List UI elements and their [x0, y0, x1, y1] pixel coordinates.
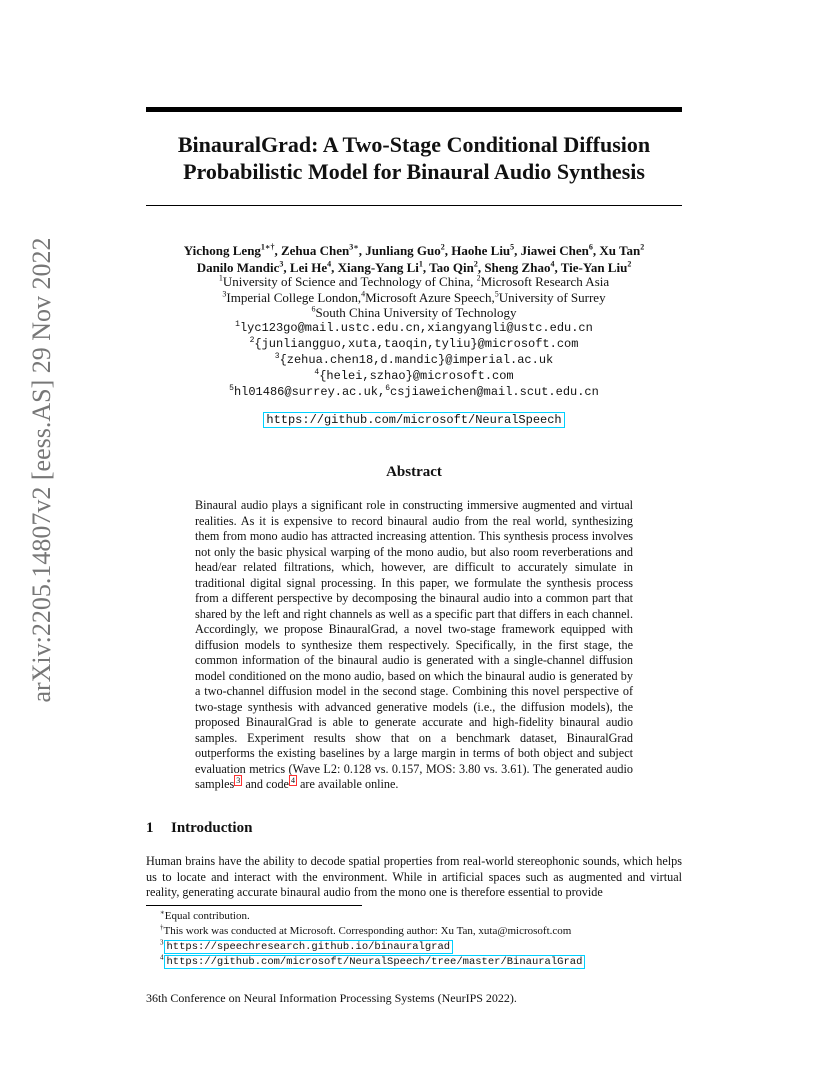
author-affiliation-mark: 1: [418, 259, 423, 269]
author-name: Lei He: [289, 260, 328, 275]
author-line-2: Danilo Mandic$^3$, Lei He$^4$, Xiang-Yang Li$^1$, Tao Qin$^2$, Sheng Zhao$^4$, Tie-Yan Liu$^2$: [196, 259, 632, 275]
author-name: Danilo Mandic: [196, 260, 280, 275]
footnotes: [160, 909, 682, 969]
author-list: [146, 242, 682, 276]
footnote-mark: 3: [160, 938, 164, 947]
email-line: [146, 336, 682, 352]
author-name: Tie-Yan Liu: [560, 260, 628, 275]
footnote-text: This work was conducted at Microsoft. Corresponding author: Xu Tan, xuta@microsoft.com: [163, 925, 572, 937]
footnote-mark: ∗: [160, 908, 165, 917]
title-bottom-rule: [146, 205, 682, 206]
author-affiliation-mark: 4: [327, 259, 332, 269]
author-name: Junliang Guo: [365, 243, 441, 258]
conference-note: 36th Conference on Neural Information Processing Systems (NeurIPS 2022).: [146, 991, 517, 1005]
email-mark: 4: [314, 368, 320, 377]
email-text: csjiaweichen@mail.scut.edu.cn: [390, 385, 599, 399]
email-line: [146, 384, 682, 400]
affiliation: University of Science and Technology of China,: [222, 274, 477, 289]
affiliation: Microsoft Research Asia: [480, 274, 610, 289]
author-line-1: Yichong Leng$^{1∗\dagger}$, Zehua Chen$^{3∗}$, Junliang Guo$^2$, Haohe Liu$^5$, Jiawei Chen$^6$, Xu Tan$^2$: [183, 242, 645, 258]
abstract-text-and: and code: [242, 777, 289, 791]
title-line-1: BinauralGrad: A Two-Stage Conditional Diffusion: [177, 132, 651, 157]
footnote-link-3[interactable]: 3: [236, 775, 241, 785]
affiliation-line-1: [146, 274, 682, 290]
email-text: lyc123go@mail.ustc.edu.cn,xiangyangli@ustc.edu.cn: [239, 321, 593, 335]
affiliation-mark: 4: [361, 289, 366, 299]
affiliation-mark: 2: [476, 273, 481, 283]
author-affiliation-mark: 2: [473, 259, 478, 269]
email-text: {helei,szhao}@microsoft.com: [319, 369, 514, 383]
footnote-2: [160, 924, 682, 939]
author-name: Xu Tan: [599, 243, 641, 258]
email-line: [146, 368, 682, 384]
footnote-text: Equal contribution.: [164, 910, 250, 922]
repo-link-row: [146, 412, 682, 428]
affiliation-line-2: [146, 290, 682, 306]
arxiv-identifier: arXiv:2205.14807v2 [eess.AS] 29 Nov 2022: [27, 237, 56, 703]
abstract-text-end: are available online.: [296, 777, 399, 791]
footnote-4: [160, 954, 682, 969]
author-name: Jiawei Chen: [520, 243, 589, 258]
footnote-link-4[interactable]: 4: [290, 775, 295, 785]
author-name: Yichong Leng: [183, 243, 261, 258]
affiliation-mark: 1: [218, 273, 223, 283]
footnote-mark: †: [160, 923, 164, 932]
footnote-mark: 4: [160, 953, 164, 962]
author-affiliation-mark: 2: [440, 242, 445, 252]
affiliation-mark: 6: [311, 304, 316, 314]
title-top-rule: [146, 107, 682, 112]
footnote-4-link[interactable]: https://github.com/microsoft/NeuralSpeech/tree/master/BinauralGrad: [164, 955, 586, 969]
author-name: Zehua Chen: [280, 243, 350, 258]
email-text: {zehua.chen18,d.mandic}@imperial.ac.uk: [279, 353, 554, 367]
author-affiliation-mark: 4: [550, 259, 555, 269]
author-name: Xiang-Yang Li: [337, 260, 419, 275]
footnote-1: [160, 909, 682, 924]
intro-paragraph: Human brains have the ability to decode spatial properties from real-world stereophonic sounds, which helps us to locate and interact with the environment. While in artificial spaces such as augmented and virtual reality, generating accurate binaural audio from the mono one is therefore essential to provide: [146, 854, 682, 899]
abstract-heading: Abstract: [386, 464, 442, 480]
author-affiliation-mark: 3: [279, 259, 284, 269]
author-name: Sheng Zhao: [484, 260, 551, 275]
paper-title: [146, 131, 682, 185]
affiliation-mark: 3: [222, 289, 227, 299]
author-affiliation-mark: 5: [510, 242, 515, 252]
author-name: Tao Qin: [429, 260, 474, 275]
email-line: [146, 320, 682, 336]
email-mark: 3: [274, 352, 280, 361]
author-affiliation-mark: 2: [640, 242, 645, 252]
email-text: hl01486@surrey.ac.uk,: [233, 385, 386, 399]
affiliation: Microsoft Azure Speech,: [365, 289, 495, 305]
email-line: [146, 352, 682, 368]
repo-link[interactable]: https://github.com/microsoft/NeuralSpeech: [263, 412, 564, 428]
author-name: Haohe Liu: [451, 243, 511, 258]
title-line-2: Probabilistic Model for Binaural Audio Synthesis: [183, 159, 645, 184]
section-number: 1: [146, 820, 154, 836]
email-mark: 5: [229, 384, 234, 393]
email-list: [146, 320, 682, 400]
footnote-3-link[interactable]: https://speechresearch.github.io/binauralgrad: [164, 940, 454, 954]
author-affiliation-mark: 6: [588, 242, 593, 252]
footnote-rule: [146, 905, 362, 906]
email-mark: 2: [249, 336, 255, 345]
affiliation-line-3: [146, 305, 682, 321]
email-mark: 6: [385, 384, 390, 393]
affiliation: University of Surrey: [498, 289, 606, 305]
affiliation-mark: 5: [494, 289, 499, 299]
affiliation: Imperial College London,: [226, 289, 362, 305]
section-heading: [146, 820, 252, 837]
abstract-body: [195, 498, 633, 793]
affiliation: South China University of Technology: [315, 305, 517, 320]
footnote-3: [160, 939, 682, 954]
abstract-text: Binaural audio plays a significant role in constructing immersive augmented and virtual realities. As it is expensive to record binaural audio from the real world, synthesizing them from mono audio has attracted increasing attention. This synthesis process involves not only the basic physical warping of the mono audio, but also room reverberations and head/ear related filtrations, which, however, are difficult to accurately simulate in traditional digital signal processing. In this paper, we formulate the synthesis process from a different perspective by decomposing the binaural audio into a common part that shared by the left and right channels as well as a specific part that differs in each channel. Accordingly, we propose BinauralGrad, a novel two-stage framework equipped with diffusion models to synthesize them respectively. Specifically, in the first stage, the common information of the binaural audio is generated with a single-channel diffusion model conditioned on the mono audio, based on which the binaural audio is generated by a two-channel diffusion model in the second stage. Combining this novel perspective of two-stage synthesis with advanced generative models (i.e., the diffusion models), the proposed BinauralGrad is able to generate accurate and high-fidelity binaural audio samples. Experiment results show that on a benchmark dataset, BinauralGrad outperforms the existing baselines by a large margin in terms of both object and subject evaluation metrics (Wave L2: 0.128 vs. 0.157, MOS: 3.80 vs. 3.61). The generated audio samples: [195, 498, 633, 791]
affiliation-list: [146, 274, 682, 321]
email-mark: 1: [235, 320, 240, 329]
email-text: {junliangguo,xuta,taoqin,tyliu}@microsoft.com: [254, 337, 579, 351]
author-affiliation-mark: 3∗: [349, 242, 359, 252]
author-affiliation-mark: 2: [627, 259, 632, 269]
section-title: Introduction: [171, 820, 253, 836]
author-affiliation-mark: 1∗†: [260, 242, 275, 252]
